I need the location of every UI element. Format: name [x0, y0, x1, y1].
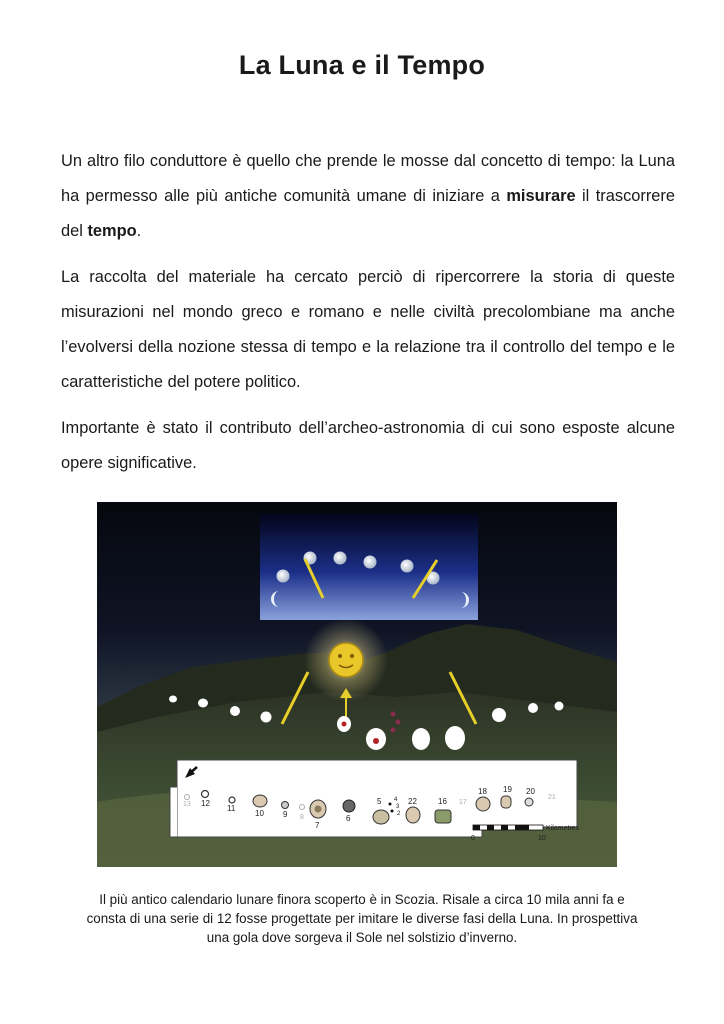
pit-label-22: 22 [408, 797, 417, 806]
lunar-calendar-figure [97, 502, 617, 867]
pit-label-7: 7 [315, 821, 320, 830]
pit-label-20: 20 [526, 787, 535, 796]
p1-text-3: . [136, 222, 142, 240]
pit-label-11: 11 [227, 804, 236, 813]
p1-text-1: Un altro filo conduttore è quello che prende le mosse dal concetto di tempo: la Luna ha permesso alle più antiche comunità umane di iniziare a [61, 152, 675, 205]
scale-end: 10 [538, 835, 546, 842]
figure-illustration [97, 502, 617, 867]
pit-label-3: 3 [396, 804, 400, 810]
body-text [61, 144, 675, 492]
paragraph-1 [61, 144, 675, 249]
site-plan [170, 760, 580, 842]
paragraph-2: La raccolta del materiale ha cercato perciò di ripercorrere la storia di queste misurazioni nel mondo greco e romano e nelle civiltà precolombiane ma anche l’evolversi della nozione stessa di tempo e la relazione tra il controllo del tempo e le caratteristiche del potere politico. [61, 268, 675, 391]
pit-label-2: 2 [397, 811, 401, 817]
pit-label-10: 10 [255, 809, 264, 818]
pit-label-5: 5 [377, 797, 382, 806]
scale-start: 0 [471, 835, 475, 842]
pit-label-21: 21 [548, 794, 556, 801]
pit-label-8: 8 [300, 814, 304, 821]
pit-label-18: 18 [478, 787, 487, 796]
pit-label-9: 9 [283, 810, 288, 819]
pit-label-12: 12 [201, 799, 210, 808]
p1-bold-measure: misurare [506, 187, 576, 205]
pit-label-16: 16 [438, 797, 447, 806]
paragraph-3: Importante è stato il contributo dell’archeo-astronomia di cui sono esposte alcune opere significative. [61, 419, 675, 472]
scale-label: Kilometres [546, 825, 580, 832]
pit-label-17: 17 [459, 799, 467, 806]
scale-bar [473, 825, 543, 830]
figure-caption: Il più antico calendario lunare finora scoperto è in Scozia. Risale a circa 10 mila anni fa e consta di una serie di 12 fosse progettate per imitare le diverse fasi della Luna. In prospettiva una gola dove sorgeva il Sole nel solstizio d’inverno. [86, 892, 638, 945]
pit-label-4: 4 [394, 797, 398, 803]
sun-face-icon [329, 643, 363, 677]
page-title: La Luna e il Tempo [238, 50, 486, 80]
p1-bold-time: tempo [87, 222, 137, 240]
pit-label-19: 19 [503, 785, 512, 794]
pit-label-13: 13 [183, 801, 191, 808]
pit-label-6: 6 [346, 814, 351, 823]
p1-text-2: il trascorrere del [61, 187, 675, 240]
